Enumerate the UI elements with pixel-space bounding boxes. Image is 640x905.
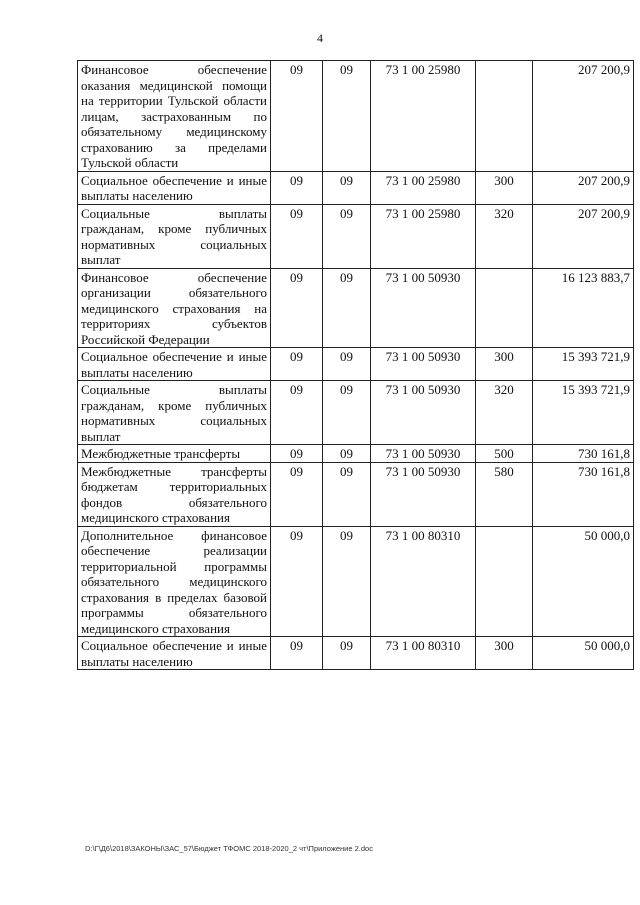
row-section: 09	[271, 445, 323, 463]
row-expense-type: 320	[476, 381, 533, 445]
row-name: Социальные выплаты гражданам, кроме публичных нормативных социальных выплат	[78, 204, 271, 268]
table-row	[78, 526, 634, 637]
budget-table	[77, 60, 634, 670]
row-section: 09	[271, 526, 323, 637]
row-expense-type: 300	[476, 348, 533, 381]
row-subsection: 09	[323, 204, 371, 268]
row-subsection: 09	[323, 462, 371, 526]
row-target-article: 73 1 00 80310	[371, 637, 476, 670]
row-amount: 730 161,8	[533, 445, 634, 463]
document-file-path: D:\Г\Д6\2018\ЗАКОНЫ\ЗАС_57\Бюджет ТФОМС 2018-2020_2 чт\Приложение 2.doc	[85, 844, 373, 853]
row-section: 09	[271, 171, 323, 204]
table-row	[78, 462, 634, 526]
row-expense-type	[476, 268, 533, 348]
row-target-article: 73 1 00 25980	[371, 171, 476, 204]
row-target-article: 73 1 00 80310	[371, 526, 476, 637]
row-amount: 730 161,8	[533, 462, 634, 526]
row-amount: 15 393 721,9	[533, 348, 634, 381]
row-name: Социальное обеспечение и иные выплаты населению	[78, 171, 271, 204]
row-amount: 15 393 721,9	[533, 381, 634, 445]
row-name: Межбюджетные трансферты бюджетам территориальных фондов обязательного медицинского страхования	[78, 462, 271, 526]
row-name: Социальное обеспечение и иные выплаты населению	[78, 348, 271, 381]
row-expense-type: 500	[476, 445, 533, 463]
row-section: 09	[271, 348, 323, 381]
table-row	[78, 348, 634, 381]
row-subsection: 09	[323, 268, 371, 348]
row-subsection: 09	[323, 445, 371, 463]
row-section: 09	[271, 462, 323, 526]
page-number: 4	[317, 31, 323, 45]
row-section: 09	[271, 268, 323, 348]
row-expense-type	[476, 526, 533, 637]
table-row	[78, 268, 634, 348]
row-expense-type: 300	[476, 171, 533, 204]
row-amount: 16 123 883,7	[533, 268, 634, 348]
row-subsection: 09	[323, 61, 371, 172]
row-target-article: 73 1 00 25980	[371, 61, 476, 172]
row-target-article: 73 1 00 50930	[371, 348, 476, 381]
row-section: 09	[271, 61, 323, 172]
row-section: 09	[271, 204, 323, 268]
row-subsection: 09	[323, 348, 371, 381]
row-amount: 207 200,9	[533, 61, 634, 172]
row-name: Межбюджетные трансферты	[78, 445, 271, 463]
table-row	[78, 171, 634, 204]
row-expense-type	[476, 61, 533, 172]
row-target-article: 73 1 00 50930	[371, 381, 476, 445]
table-row	[78, 637, 634, 670]
row-amount: 50 000,0	[533, 637, 634, 670]
table-row	[78, 381, 634, 445]
row-target-article: 73 1 00 50930	[371, 268, 476, 348]
row-section: 09	[271, 637, 323, 670]
row-section: 09	[271, 381, 323, 445]
row-name: Финансовое обеспечение организации обязательного медицинского страхования на территориях субъектов Российской Федерации	[78, 268, 271, 348]
row-name: Дополнительное финансовое обеспечение реализации территориальной программы обязательного медицинского страхования в пределах базовой программы обязательного медицинского страхования	[78, 526, 271, 637]
row-expense-type: 300	[476, 637, 533, 670]
row-target-article: 73 1 00 25980	[371, 204, 476, 268]
row-subsection: 09	[323, 526, 371, 637]
row-target-article: 73 1 00 50930	[371, 445, 476, 463]
row-subsection: 09	[323, 381, 371, 445]
row-expense-type: 580	[476, 462, 533, 526]
row-subsection: 09	[323, 171, 371, 204]
row-name: Финансовое обеспечение оказания медицинской помощи на территории Тульской области лицам, застрахованным по обязательному медицинскому страхованию за пределами Тульской области	[78, 61, 271, 172]
row-amount: 50 000,0	[533, 526, 634, 637]
table-row	[78, 445, 634, 463]
row-target-article: 73 1 00 50930	[371, 462, 476, 526]
table-row	[78, 204, 634, 268]
row-amount: 207 200,9	[533, 204, 634, 268]
row-amount: 207 200,9	[533, 171, 634, 204]
row-expense-type: 320	[476, 204, 533, 268]
table-row	[78, 61, 634, 172]
row-name: Социальные выплаты гражданам, кроме публичных нормативных социальных выплат	[78, 381, 271, 445]
row-name: Социальное обеспечение и иные выплаты населению	[78, 637, 271, 670]
row-subsection: 09	[323, 637, 371, 670]
